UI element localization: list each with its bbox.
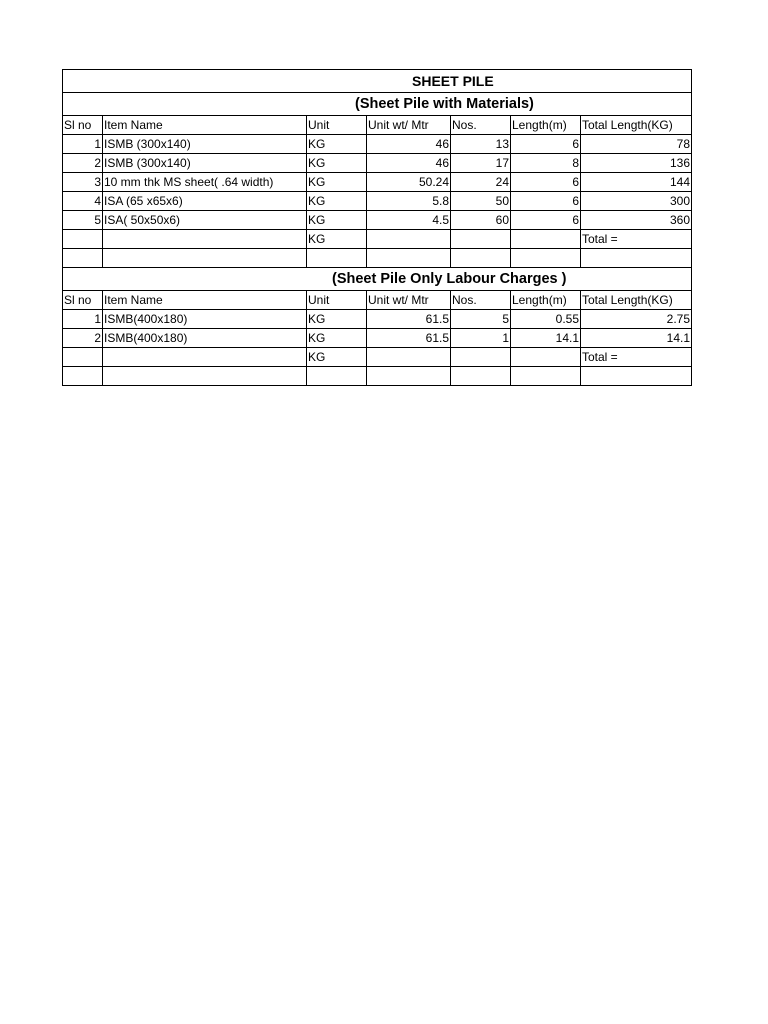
header-item-name[interactable]: Item Name xyxy=(103,291,307,310)
cell-nos[interactable]: 5 xyxy=(451,310,511,329)
header-sl-no[interactable]: Sl no xyxy=(63,116,103,135)
empty-cell[interactable] xyxy=(511,230,581,249)
empty-row xyxy=(63,367,692,386)
empty-cell[interactable] xyxy=(63,230,103,249)
total-label-cell[interactable]: Total = xyxy=(581,230,692,249)
empty-cell[interactable] xyxy=(103,249,307,268)
total-unit-cell[interactable]: KG xyxy=(307,230,367,249)
empty-row xyxy=(63,249,692,268)
table-row xyxy=(63,154,692,173)
cell-unit[interactable]: KG xyxy=(307,211,367,230)
empty-cell[interactable] xyxy=(367,230,451,249)
empty-cell[interactable] xyxy=(367,367,451,386)
sheet-title: SHEET PILE xyxy=(412,73,494,89)
section1-heading: (Sheet Pile with Materials) xyxy=(355,96,534,112)
table-row xyxy=(63,310,692,329)
header-total-length[interactable]: Total Length(KG) xyxy=(581,116,692,135)
cell-item-name[interactable]: ISA( 50x50x6) xyxy=(103,211,307,230)
section2-heading-cell[interactable] xyxy=(63,268,692,291)
cell-unit-wt[interactable]: 5.8 xyxy=(367,192,451,211)
cell-total-length[interactable]: 78 xyxy=(581,135,692,154)
cell-sl-no[interactable]: 2 xyxy=(63,154,103,173)
cell-length[interactable]: 14.1 xyxy=(511,329,581,348)
section2-total-row xyxy=(63,348,692,367)
header-length[interactable]: Length(m) xyxy=(511,116,581,135)
cell-item-name[interactable]: ISMB(400x180) xyxy=(103,329,307,348)
empty-cell[interactable] xyxy=(367,249,451,268)
cell-unit[interactable]: KG xyxy=(307,310,367,329)
empty-cell[interactable] xyxy=(103,367,307,386)
cell-unit[interactable]: KG xyxy=(307,173,367,192)
cell-item-name[interactable]: ISMB (300x140) xyxy=(103,154,307,173)
header-unit[interactable]: Unit xyxy=(307,291,367,310)
empty-cell[interactable] xyxy=(103,348,307,367)
empty-cell[interactable] xyxy=(63,367,103,386)
empty-cell[interactable] xyxy=(451,249,511,268)
cell-nos[interactable]: 17 xyxy=(451,154,511,173)
empty-cell[interactable] xyxy=(511,348,581,367)
cell-length[interactable]: 0.55 xyxy=(511,310,581,329)
sheet-pile-table xyxy=(62,69,692,386)
cell-length[interactable]: 6 xyxy=(511,192,581,211)
cell-unit[interactable]: KG xyxy=(307,329,367,348)
total-label-cell[interactable]: Total = xyxy=(581,348,692,367)
cell-unit-wt[interactable]: 46 xyxy=(367,154,451,173)
cell-sl-no[interactable]: 2 xyxy=(63,329,103,348)
header-sl-no[interactable]: Sl no xyxy=(63,291,103,310)
empty-cell[interactable] xyxy=(63,348,103,367)
cell-nos[interactable]: 13 xyxy=(451,135,511,154)
cell-nos[interactable]: 24 xyxy=(451,173,511,192)
table-row xyxy=(63,173,692,192)
cell-sl-no[interactable]: 1 xyxy=(63,135,103,154)
cell-unit-wt[interactable]: 4.5 xyxy=(367,211,451,230)
cell-sl-no[interactable]: 5 xyxy=(63,211,103,230)
section1-heading-row xyxy=(63,93,692,116)
cell-total-length[interactable]: 144 xyxy=(581,173,692,192)
header-nos[interactable]: Nos. xyxy=(451,116,511,135)
cell-unit[interactable]: KG xyxy=(307,135,367,154)
spreadsheet xyxy=(62,69,691,386)
empty-cell[interactable] xyxy=(103,230,307,249)
header-nos[interactable]: Nos. xyxy=(451,291,511,310)
cell-item-name[interactable]: 10 mm thk MS sheet( .64 width) xyxy=(103,173,307,192)
total-unit-cell[interactable]: KG xyxy=(307,348,367,367)
table-row xyxy=(63,329,692,348)
header-length[interactable]: Length(m) xyxy=(511,291,581,310)
section2-heading-row xyxy=(63,268,692,291)
empty-cell[interactable] xyxy=(307,249,367,268)
cell-nos[interactable]: 1 xyxy=(451,329,511,348)
cell-length[interactable]: 6 xyxy=(511,211,581,230)
empty-cell[interactable] xyxy=(63,249,103,268)
cell-length[interactable]: 8 xyxy=(511,154,581,173)
empty-cell[interactable] xyxy=(451,230,511,249)
cell-unit[interactable]: KG xyxy=(307,154,367,173)
empty-cell[interactable] xyxy=(511,367,581,386)
cell-item-name[interactable]: ISMB(400x180) xyxy=(103,310,307,329)
cell-total-length[interactable]: 300 xyxy=(581,192,692,211)
header-unit[interactable]: Unit xyxy=(307,116,367,135)
header-item-name[interactable]: Item Name xyxy=(103,116,307,135)
cell-length[interactable]: 6 xyxy=(511,173,581,192)
empty-cell[interactable] xyxy=(581,249,692,268)
cell-total-length[interactable]: 136 xyxy=(581,154,692,173)
section1-heading-cell[interactable] xyxy=(63,93,692,116)
cell-nos[interactable]: 50 xyxy=(451,192,511,211)
cell-unit-wt[interactable]: 46 xyxy=(367,135,451,154)
cell-sl-no[interactable]: 1 xyxy=(63,310,103,329)
cell-sl-no[interactable]: 3 xyxy=(63,173,103,192)
empty-cell[interactable] xyxy=(451,367,511,386)
table-row xyxy=(63,135,692,154)
header-unit-wt[interactable]: Unit wt/ Mtr xyxy=(367,291,451,310)
cell-unit-wt[interactable]: 61.5 xyxy=(367,310,451,329)
cell-item-name[interactable]: ISA (65 x65x6) xyxy=(103,192,307,211)
section1-total-row xyxy=(63,230,692,249)
header-unit-wt[interactable]: Unit wt/ Mtr xyxy=(367,116,451,135)
section2-header-row xyxy=(63,291,692,310)
title-row xyxy=(63,70,692,93)
header-total-length[interactable]: Total Length(KG) xyxy=(581,291,692,310)
empty-cell[interactable] xyxy=(367,348,451,367)
section2-heading: (Sheet Pile Only Labour Charges ) xyxy=(332,271,567,287)
cell-total-length[interactable]: 14.1 xyxy=(581,329,692,348)
empty-cell[interactable] xyxy=(581,367,692,386)
cell-unit[interactable]: KG xyxy=(307,192,367,211)
cell-nos[interactable]: 60 xyxy=(451,211,511,230)
table-row xyxy=(63,192,692,211)
table-row xyxy=(63,211,692,230)
cell-unit-wt[interactable]: 50.24 xyxy=(367,173,451,192)
section1-header-row xyxy=(63,116,692,135)
empty-cell[interactable] xyxy=(307,367,367,386)
cell-total-length[interactable]: 360 xyxy=(581,211,692,230)
cell-length[interactable]: 6 xyxy=(511,135,581,154)
cell-total-length[interactable]: 2.75 xyxy=(581,310,692,329)
empty-cell[interactable] xyxy=(511,249,581,268)
sheet-title-cell[interactable] xyxy=(63,70,692,93)
empty-cell[interactable] xyxy=(451,348,511,367)
cell-item-name[interactable]: ISMB (300x140) xyxy=(103,135,307,154)
cell-sl-no[interactable]: 4 xyxy=(63,192,103,211)
cell-unit-wt[interactable]: 61.5 xyxy=(367,329,451,348)
